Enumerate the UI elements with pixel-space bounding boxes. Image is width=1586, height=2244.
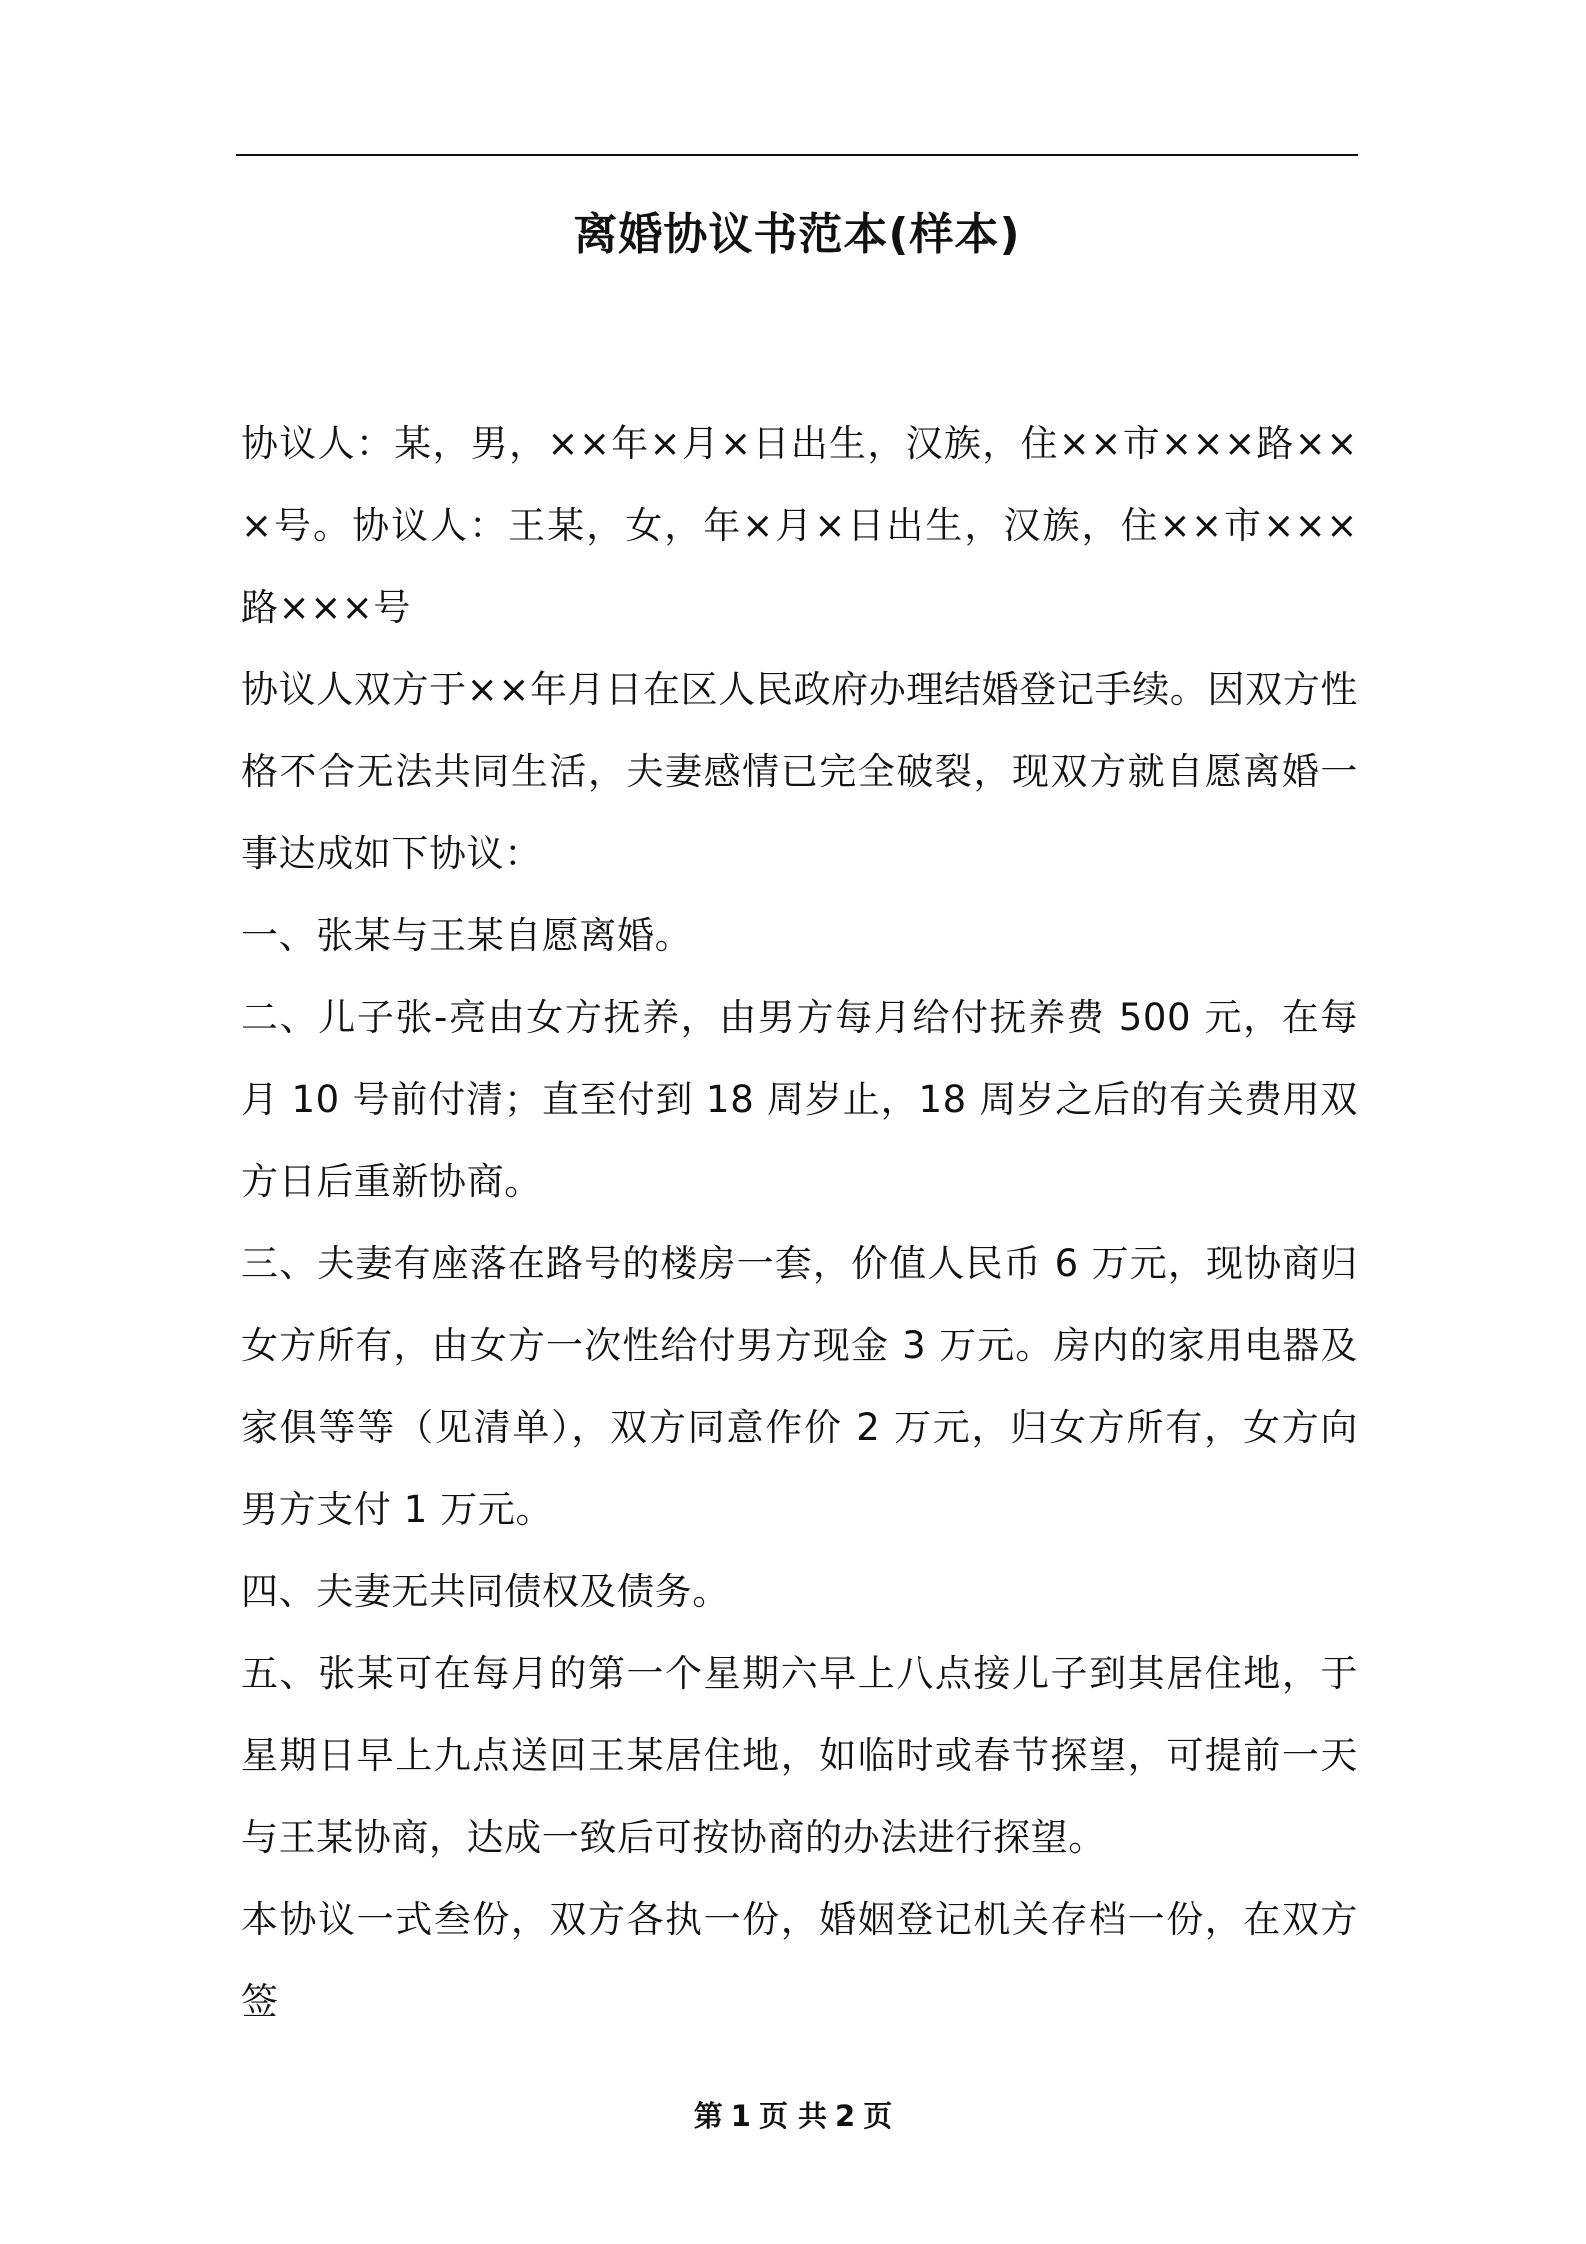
- clause-3: 三、夫妻有座落在路号的楼房一套，价值人民币 6 万元，现协商归女方所有，由女方一次性给付男方现金 3 万元。房内的家用电器及家俱等等（见清单），双方同意作价 2 万元，归女方所有，女方向男方支付 1 万元。: [241, 1242, 1358, 1531]
- header-divider: [236, 154, 1358, 156]
- total-pages-number: 2: [835, 2099, 856, 2133]
- clause-1: 一、张某与王某自愿离婚。: [241, 914, 693, 957]
- paragraph-preamble: 协议人双方于××年月日在区人民政府办理结婚登记手续。因双方性格不合无法共同生活，夫妻感情已完全破裂，现双方就自愿离婚一事达成如下协议：: [241, 668, 1358, 875]
- page-label-suffix: 页: [863, 2099, 893, 2133]
- clause-5: 五、张某可在每月的第一个星期六早上八点接儿子到其居住地，于星期日早上九点送回王某居住地，如临时或春节探望，可提前一天与王某协商，达成一致后可按协商的办法进行探望。: [241, 1652, 1358, 1859]
- document-body: [241, 403, 1358, 2043]
- page-label-mid: 页 共: [758, 2099, 828, 2133]
- clause-2: 二、儿子张-亮由女方抚养，由男方每月给付抚养费 500 元，在每月 10 号前付清；直至付到 18 周岁止，18 周岁之后的有关费用双方日后重新协商。: [241, 996, 1358, 1203]
- paragraph-parties: 协议人：某，男，××年×月×日出生，汉族，住××市×××路×××号。协议人：王某，女，年×月×日出生，汉族，住××市×××路×××号: [241, 422, 1358, 629]
- current-page-number: 1: [730, 2099, 751, 2133]
- page-footer: [0, 2096, 1586, 2136]
- paragraph-copies: 本协议一式叁份，双方各执一份，婚姻登记机关存档一份，在双方签: [241, 1898, 1358, 2023]
- page-label-prefix: 第: [693, 2099, 723, 2133]
- clause-4: 四、夫妻无共同债权及债务。: [241, 1570, 730, 1613]
- document-title: 离婚协议书范本(样本): [573, 209, 1021, 260]
